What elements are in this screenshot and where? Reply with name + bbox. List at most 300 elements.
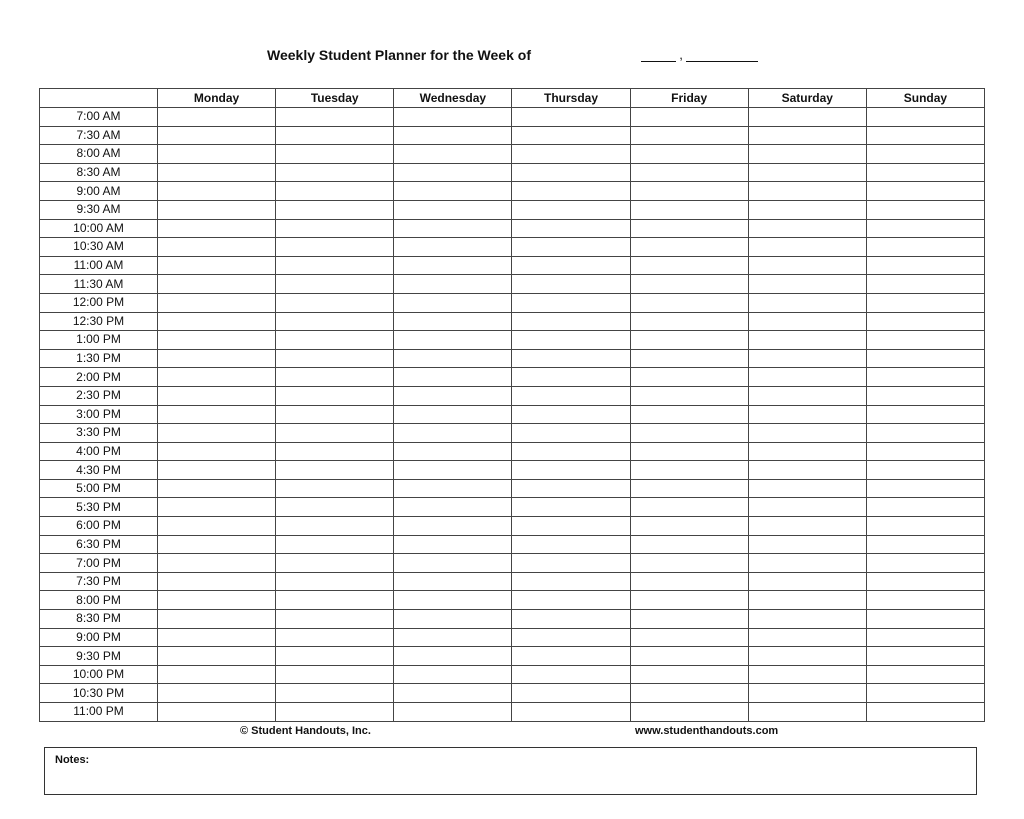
slot-cell-saturday[interactable] [748,535,866,554]
slot-cell-sunday[interactable] [866,126,984,145]
slot-cell-sunday[interactable] [866,256,984,275]
slot-cell-monday[interactable] [158,368,276,387]
slot-cell-tuesday[interactable] [276,349,394,368]
notes-box[interactable] [44,747,977,795]
time-label: 1:00 PM [40,331,158,350]
slot-cell-friday[interactable] [630,498,748,517]
slot-cell-thursday[interactable] [512,424,630,443]
slot-cell-tuesday[interactable] [276,610,394,629]
time-label: 9:00 AM [40,182,158,201]
slot-cell-tuesday[interactable] [276,312,394,331]
time-label: 10:30 AM [40,238,158,257]
time-label: 9:30 PM [40,647,158,666]
slot-cell-friday[interactable] [630,628,748,647]
slot-cell-sunday[interactable] [866,442,984,461]
slot-cell-wednesday[interactable] [394,331,512,350]
slot-cell-saturday[interactable] [748,554,866,573]
slot-cell-wednesday[interactable] [394,479,512,498]
slot-cell-sunday[interactable] [866,665,984,684]
time-label: 10:30 PM [40,684,158,703]
time-label: 9:00 PM [40,628,158,647]
slot-cell-saturday[interactable] [748,312,866,331]
slot-cell-friday[interactable] [630,535,748,554]
slot-cell-friday[interactable] [630,386,748,405]
slot-cell-monday[interactable] [158,554,276,573]
slot-cell-tuesday[interactable] [276,591,394,610]
time-label: 11:30 AM [40,275,158,294]
slot-cell-thursday[interactable] [512,517,630,536]
slot-cell-saturday[interactable] [748,275,866,294]
slot-cell-thursday[interactable] [512,386,630,405]
time-slot-row [40,517,985,536]
time-slot-row [40,238,985,257]
slot-cell-saturday[interactable] [748,498,866,517]
date-separator: , [679,47,683,62]
time-slot-row [40,163,985,182]
time-slot-row [40,108,985,127]
slot-cell-friday[interactable] [630,200,748,219]
slot-cell-friday[interactable] [630,517,748,536]
slot-cell-tuesday[interactable] [276,126,394,145]
slot-cell-wednesday[interactable] [394,591,512,610]
planner-body [40,108,985,722]
slot-cell-wednesday[interactable] [394,424,512,443]
slot-cell-tuesday[interactable] [276,572,394,591]
slot-cell-friday[interactable] [630,591,748,610]
time-slot-row [40,479,985,498]
slot-cell-saturday[interactable] [748,386,866,405]
slot-cell-saturday[interactable] [748,647,866,666]
slot-cell-friday[interactable] [630,331,748,350]
slot-cell-friday[interactable] [630,275,748,294]
time-slot-row [40,498,985,517]
slot-cell-monday[interactable] [158,479,276,498]
slot-cell-friday[interactable] [630,610,748,629]
slot-cell-thursday[interactable] [512,126,630,145]
time-label: 6:30 PM [40,535,158,554]
slot-cell-saturday[interactable] [748,517,866,536]
slot-cell-wednesday[interactable] [394,572,512,591]
time-header-cell [40,89,158,108]
time-label: 5:00 PM [40,479,158,498]
slot-cell-tuesday[interactable] [276,442,394,461]
slot-cell-sunday[interactable] [866,572,984,591]
slot-cell-friday[interactable] [630,461,748,480]
slot-cell-monday[interactable] [158,591,276,610]
slot-cell-wednesday[interactable] [394,145,512,164]
slot-cell-sunday[interactable] [866,200,984,219]
time-label: 5:30 PM [40,498,158,517]
slot-cell-sunday[interactable] [866,108,984,127]
slot-cell-saturday[interactable] [748,703,866,722]
slot-cell-saturday[interactable] [748,108,866,127]
slot-cell-friday[interactable] [630,684,748,703]
slot-cell-wednesday[interactable] [394,647,512,666]
slot-cell-tuesday[interactable] [276,461,394,480]
slot-cell-saturday[interactable] [748,182,866,201]
slot-cell-saturday[interactable] [748,684,866,703]
slot-cell-wednesday[interactable] [394,628,512,647]
day-header-saturday: Saturday [748,89,866,108]
slot-cell-wednesday[interactable] [394,293,512,312]
slot-cell-thursday[interactable] [512,145,630,164]
slot-cell-friday[interactable] [630,424,748,443]
time-slot-row [40,424,985,443]
time-label: 7:30 AM [40,126,158,145]
slot-cell-sunday[interactable] [866,610,984,629]
slot-cell-sunday[interactable] [866,554,984,573]
slot-cell-monday[interactable] [158,386,276,405]
week-date-blanks [641,46,758,62]
slot-cell-monday[interactable] [158,275,276,294]
day-header-tuesday: Tuesday [276,89,394,108]
slot-cell-tuesday[interactable] [276,293,394,312]
slot-cell-monday[interactable] [158,108,276,127]
slot-cell-tuesday[interactable] [276,424,394,443]
slot-cell-friday[interactable] [630,703,748,722]
slot-cell-tuesday[interactable] [276,665,394,684]
slot-cell-wednesday[interactable] [394,405,512,424]
slot-cell-thursday[interactable] [512,647,630,666]
slot-cell-friday[interactable] [630,182,748,201]
slot-cell-monday[interactable] [158,238,276,257]
day-header-sunday: Sunday [866,89,984,108]
slot-cell-thursday[interactable] [512,163,630,182]
slot-cell-friday[interactable] [630,349,748,368]
slot-cell-sunday[interactable] [866,591,984,610]
slot-cell-sunday[interactable] [866,461,984,480]
time-slot-row [40,200,985,219]
time-slot-row [40,554,985,573]
time-label: 3:30 PM [40,424,158,443]
slot-cell-wednesday[interactable] [394,163,512,182]
slot-cell-friday[interactable] [630,219,748,238]
slot-cell-thursday[interactable] [512,219,630,238]
slot-cell-monday[interactable] [158,163,276,182]
page-title: Weekly Student Planner for the Week of [267,47,531,63]
slot-cell-wednesday[interactable] [394,275,512,294]
time-label: 8:00 AM [40,145,158,164]
slot-cell-thursday[interactable] [512,684,630,703]
slot-cell-sunday[interactable] [866,703,984,722]
slot-cell-sunday[interactable] [866,331,984,350]
day-header-row [40,89,985,108]
slot-cell-thursday[interactable] [512,256,630,275]
slot-cell-wednesday[interactable] [394,684,512,703]
slot-cell-monday[interactable] [158,349,276,368]
slot-cell-saturday[interactable] [748,591,866,610]
slot-cell-monday[interactable] [158,256,276,275]
time-slot-row [40,182,985,201]
slot-cell-sunday[interactable] [866,368,984,387]
time-label: 1:30 PM [40,349,158,368]
slot-cell-sunday[interactable] [866,405,984,424]
slot-cell-thursday[interactable] [512,238,630,257]
time-label: 8:00 PM [40,591,158,610]
slot-cell-sunday[interactable] [866,498,984,517]
slot-cell-thursday[interactable] [512,442,630,461]
slot-cell-monday[interactable] [158,684,276,703]
slot-cell-tuesday[interactable] [276,554,394,573]
slot-cell-sunday[interactable] [866,219,984,238]
slot-cell-wednesday[interactable] [394,610,512,629]
slot-cell-sunday[interactable] [866,293,984,312]
slot-cell-friday[interactable] [630,572,748,591]
slot-cell-friday[interactable] [630,238,748,257]
slot-cell-thursday[interactable] [512,108,630,127]
slot-cell-thursday[interactable] [512,405,630,424]
slot-cell-monday[interactable] [158,535,276,554]
slot-cell-sunday[interactable] [866,517,984,536]
time-slot-row [40,275,985,294]
slot-cell-sunday[interactable] [866,684,984,703]
slot-cell-friday[interactable] [630,368,748,387]
slot-cell-thursday[interactable] [512,312,630,331]
slot-cell-monday[interactable] [158,665,276,684]
time-label: 2:30 PM [40,386,158,405]
slot-cell-wednesday[interactable] [394,498,512,517]
slot-cell-monday[interactable] [158,442,276,461]
slot-cell-thursday[interactable] [512,703,630,722]
slot-cell-wednesday[interactable] [394,238,512,257]
time-slot-row [40,126,985,145]
slot-cell-wednesday[interactable] [394,108,512,127]
slot-cell-saturday[interactable] [748,405,866,424]
slot-cell-saturday[interactable] [748,628,866,647]
slot-cell-tuesday[interactable] [276,238,394,257]
slot-cell-friday[interactable] [630,665,748,684]
slot-cell-tuesday[interactable] [276,108,394,127]
slot-cell-monday[interactable] [158,461,276,480]
slot-cell-tuesday[interactable] [276,200,394,219]
slot-cell-saturday[interactable] [748,610,866,629]
slot-cell-friday[interactable] [630,405,748,424]
notes-label: Notes: [55,754,90,766]
slot-cell-wednesday[interactable] [394,703,512,722]
slot-cell-wednesday[interactable] [394,535,512,554]
slot-cell-saturday[interactable] [748,293,866,312]
slot-cell-monday[interactable] [158,628,276,647]
slot-cell-friday[interactable] [630,145,748,164]
slot-cell-thursday[interactable] [512,572,630,591]
slot-cell-tuesday[interactable] [276,647,394,666]
time-slot-row [40,703,985,722]
slot-cell-thursday[interactable] [512,554,630,573]
slot-cell-saturday[interactable] [748,126,866,145]
slot-cell-saturday[interactable] [748,219,866,238]
slot-cell-monday[interactable] [158,312,276,331]
slot-cell-monday[interactable] [158,572,276,591]
time-slot-row [40,349,985,368]
copyright-text: © Student Handouts, Inc. [240,725,371,737]
slot-cell-tuesday[interactable] [276,163,394,182]
slot-cell-monday[interactable] [158,126,276,145]
slot-cell-sunday[interactable] [866,386,984,405]
time-label: 3:00 PM [40,405,158,424]
time-slot-row [40,684,985,703]
slot-cell-wednesday[interactable] [394,200,512,219]
week-day-blank[interactable] [641,46,676,62]
time-slot-row [40,572,985,591]
time-slot-row [40,647,985,666]
slot-cell-monday[interactable] [158,610,276,629]
slot-cell-wednesday[interactable] [394,386,512,405]
slot-cell-saturday[interactable] [748,572,866,591]
slot-cell-wednesday[interactable] [394,349,512,368]
slot-cell-saturday[interactable] [748,461,866,480]
time-slot-row [40,256,985,275]
slot-cell-wednesday[interactable] [394,182,512,201]
time-slot-row [40,461,985,480]
slot-cell-tuesday[interactable] [276,368,394,387]
slot-cell-sunday[interactable] [866,312,984,331]
slot-cell-wednesday[interactable] [394,517,512,536]
slot-cell-thursday[interactable] [512,479,630,498]
slot-cell-sunday[interactable] [866,647,984,666]
time-label: 4:30 PM [40,461,158,480]
slot-cell-friday[interactable] [630,256,748,275]
slot-cell-saturday[interactable] [748,238,866,257]
slot-cell-friday[interactable] [630,554,748,573]
slot-cell-friday[interactable] [630,479,748,498]
slot-cell-tuesday[interactable] [276,684,394,703]
slot-cell-thursday[interactable] [512,498,630,517]
slot-cell-sunday[interactable] [866,628,984,647]
slot-cell-saturday[interactable] [748,479,866,498]
slot-cell-thursday[interactable] [512,628,630,647]
slot-cell-saturday[interactable] [748,349,866,368]
slot-cell-friday[interactable] [630,163,748,182]
slot-cell-saturday[interactable] [748,442,866,461]
slot-cell-wednesday[interactable] [394,312,512,331]
slot-cell-saturday[interactable] [748,368,866,387]
slot-cell-tuesday[interactable] [276,182,394,201]
slot-cell-thursday[interactable] [512,275,630,294]
time-label: 8:30 AM [40,163,158,182]
slot-cell-friday[interactable] [630,647,748,666]
slot-cell-saturday[interactable] [748,145,866,164]
slot-cell-saturday[interactable] [748,424,866,443]
day-header-friday: Friday [630,89,748,108]
slot-cell-thursday[interactable] [512,331,630,350]
time-slot-row [40,610,985,629]
slot-cell-sunday[interactable] [866,275,984,294]
slot-cell-sunday[interactable] [866,424,984,443]
website-link[interactable]: www.studenthandouts.com [635,725,779,737]
slot-cell-tuesday[interactable] [276,479,394,498]
slot-cell-monday[interactable] [158,405,276,424]
slot-cell-wednesday[interactable] [394,219,512,238]
slot-cell-thursday[interactable] [512,182,630,201]
slot-cell-monday[interactable] [158,145,276,164]
slot-cell-friday[interactable] [630,442,748,461]
time-slot-row [40,535,985,554]
slot-cell-wednesday[interactable] [394,554,512,573]
slot-cell-thursday[interactable] [512,461,630,480]
slot-cell-tuesday[interactable] [276,256,394,275]
slot-cell-monday[interactable] [158,293,276,312]
slot-cell-sunday[interactable] [866,349,984,368]
slot-cell-wednesday[interactable] [394,368,512,387]
slot-cell-saturday[interactable] [748,665,866,684]
slot-cell-tuesday[interactable] [276,386,394,405]
slot-cell-tuesday[interactable] [276,275,394,294]
slot-cell-tuesday[interactable] [276,219,394,238]
slot-cell-friday[interactable] [630,108,748,127]
planner-grid [39,88,985,722]
slot-cell-sunday[interactable] [866,163,984,182]
slot-cell-monday[interactable] [158,424,276,443]
time-slot-row [40,145,985,164]
time-label: 11:00 AM [40,256,158,275]
slot-cell-saturday[interactable] [748,331,866,350]
slot-cell-wednesday[interactable] [394,442,512,461]
week-year-blank[interactable] [686,46,758,62]
slot-cell-wednesday[interactable] [394,461,512,480]
slot-cell-monday[interactable] [158,498,276,517]
day-header-thursday: Thursday [512,89,630,108]
day-header-wednesday: Wednesday [394,89,512,108]
time-label: 7:00 PM [40,554,158,573]
slot-cell-tuesday[interactable] [276,405,394,424]
time-slot-row [40,405,985,424]
slot-cell-friday[interactable] [630,293,748,312]
time-label: 12:30 PM [40,312,158,331]
time-label: 10:00 PM [40,665,158,684]
slot-cell-sunday[interactable] [866,145,984,164]
slot-cell-thursday[interactable] [512,665,630,684]
slot-cell-thursday[interactable] [512,368,630,387]
slot-cell-tuesday[interactable] [276,517,394,536]
slot-cell-monday[interactable] [158,182,276,201]
time-label: 2:00 PM [40,368,158,387]
slot-cell-wednesday[interactable] [394,126,512,145]
slot-cell-friday[interactable] [630,312,748,331]
slot-cell-saturday[interactable] [748,200,866,219]
slot-cell-monday[interactable] [158,200,276,219]
slot-cell-wednesday[interactable] [394,256,512,275]
slot-cell-monday[interactable] [158,517,276,536]
slot-cell-sunday[interactable] [866,535,984,554]
slot-cell-thursday[interactable] [512,610,630,629]
slot-cell-thursday[interactable] [512,293,630,312]
slot-cell-thursday[interactable] [512,349,630,368]
slot-cell-thursday[interactable] [512,535,630,554]
slot-cell-tuesday[interactable] [276,498,394,517]
slot-cell-tuesday[interactable] [276,703,394,722]
slot-cell-thursday[interactable] [512,591,630,610]
slot-cell-tuesday[interactable] [276,145,394,164]
slot-cell-tuesday[interactable] [276,535,394,554]
time-slot-row [40,312,985,331]
slot-cell-sunday[interactable] [866,238,984,257]
time-label: 11:00 PM [40,703,158,722]
slot-cell-monday[interactable] [158,331,276,350]
slot-cell-monday[interactable] [158,647,276,666]
slot-cell-tuesday[interactable] [276,331,394,350]
slot-cell-sunday[interactable] [866,479,984,498]
slot-cell-friday[interactable] [630,126,748,145]
slot-cell-sunday[interactable] [866,182,984,201]
slot-cell-monday[interactable] [158,703,276,722]
slot-cell-saturday[interactable] [748,256,866,275]
slot-cell-thursday[interactable] [512,200,630,219]
slot-cell-saturday[interactable] [748,163,866,182]
slot-cell-tuesday[interactable] [276,628,394,647]
time-slot-row [40,628,985,647]
slot-cell-wednesday[interactable] [394,665,512,684]
slot-cell-monday[interactable] [158,219,276,238]
